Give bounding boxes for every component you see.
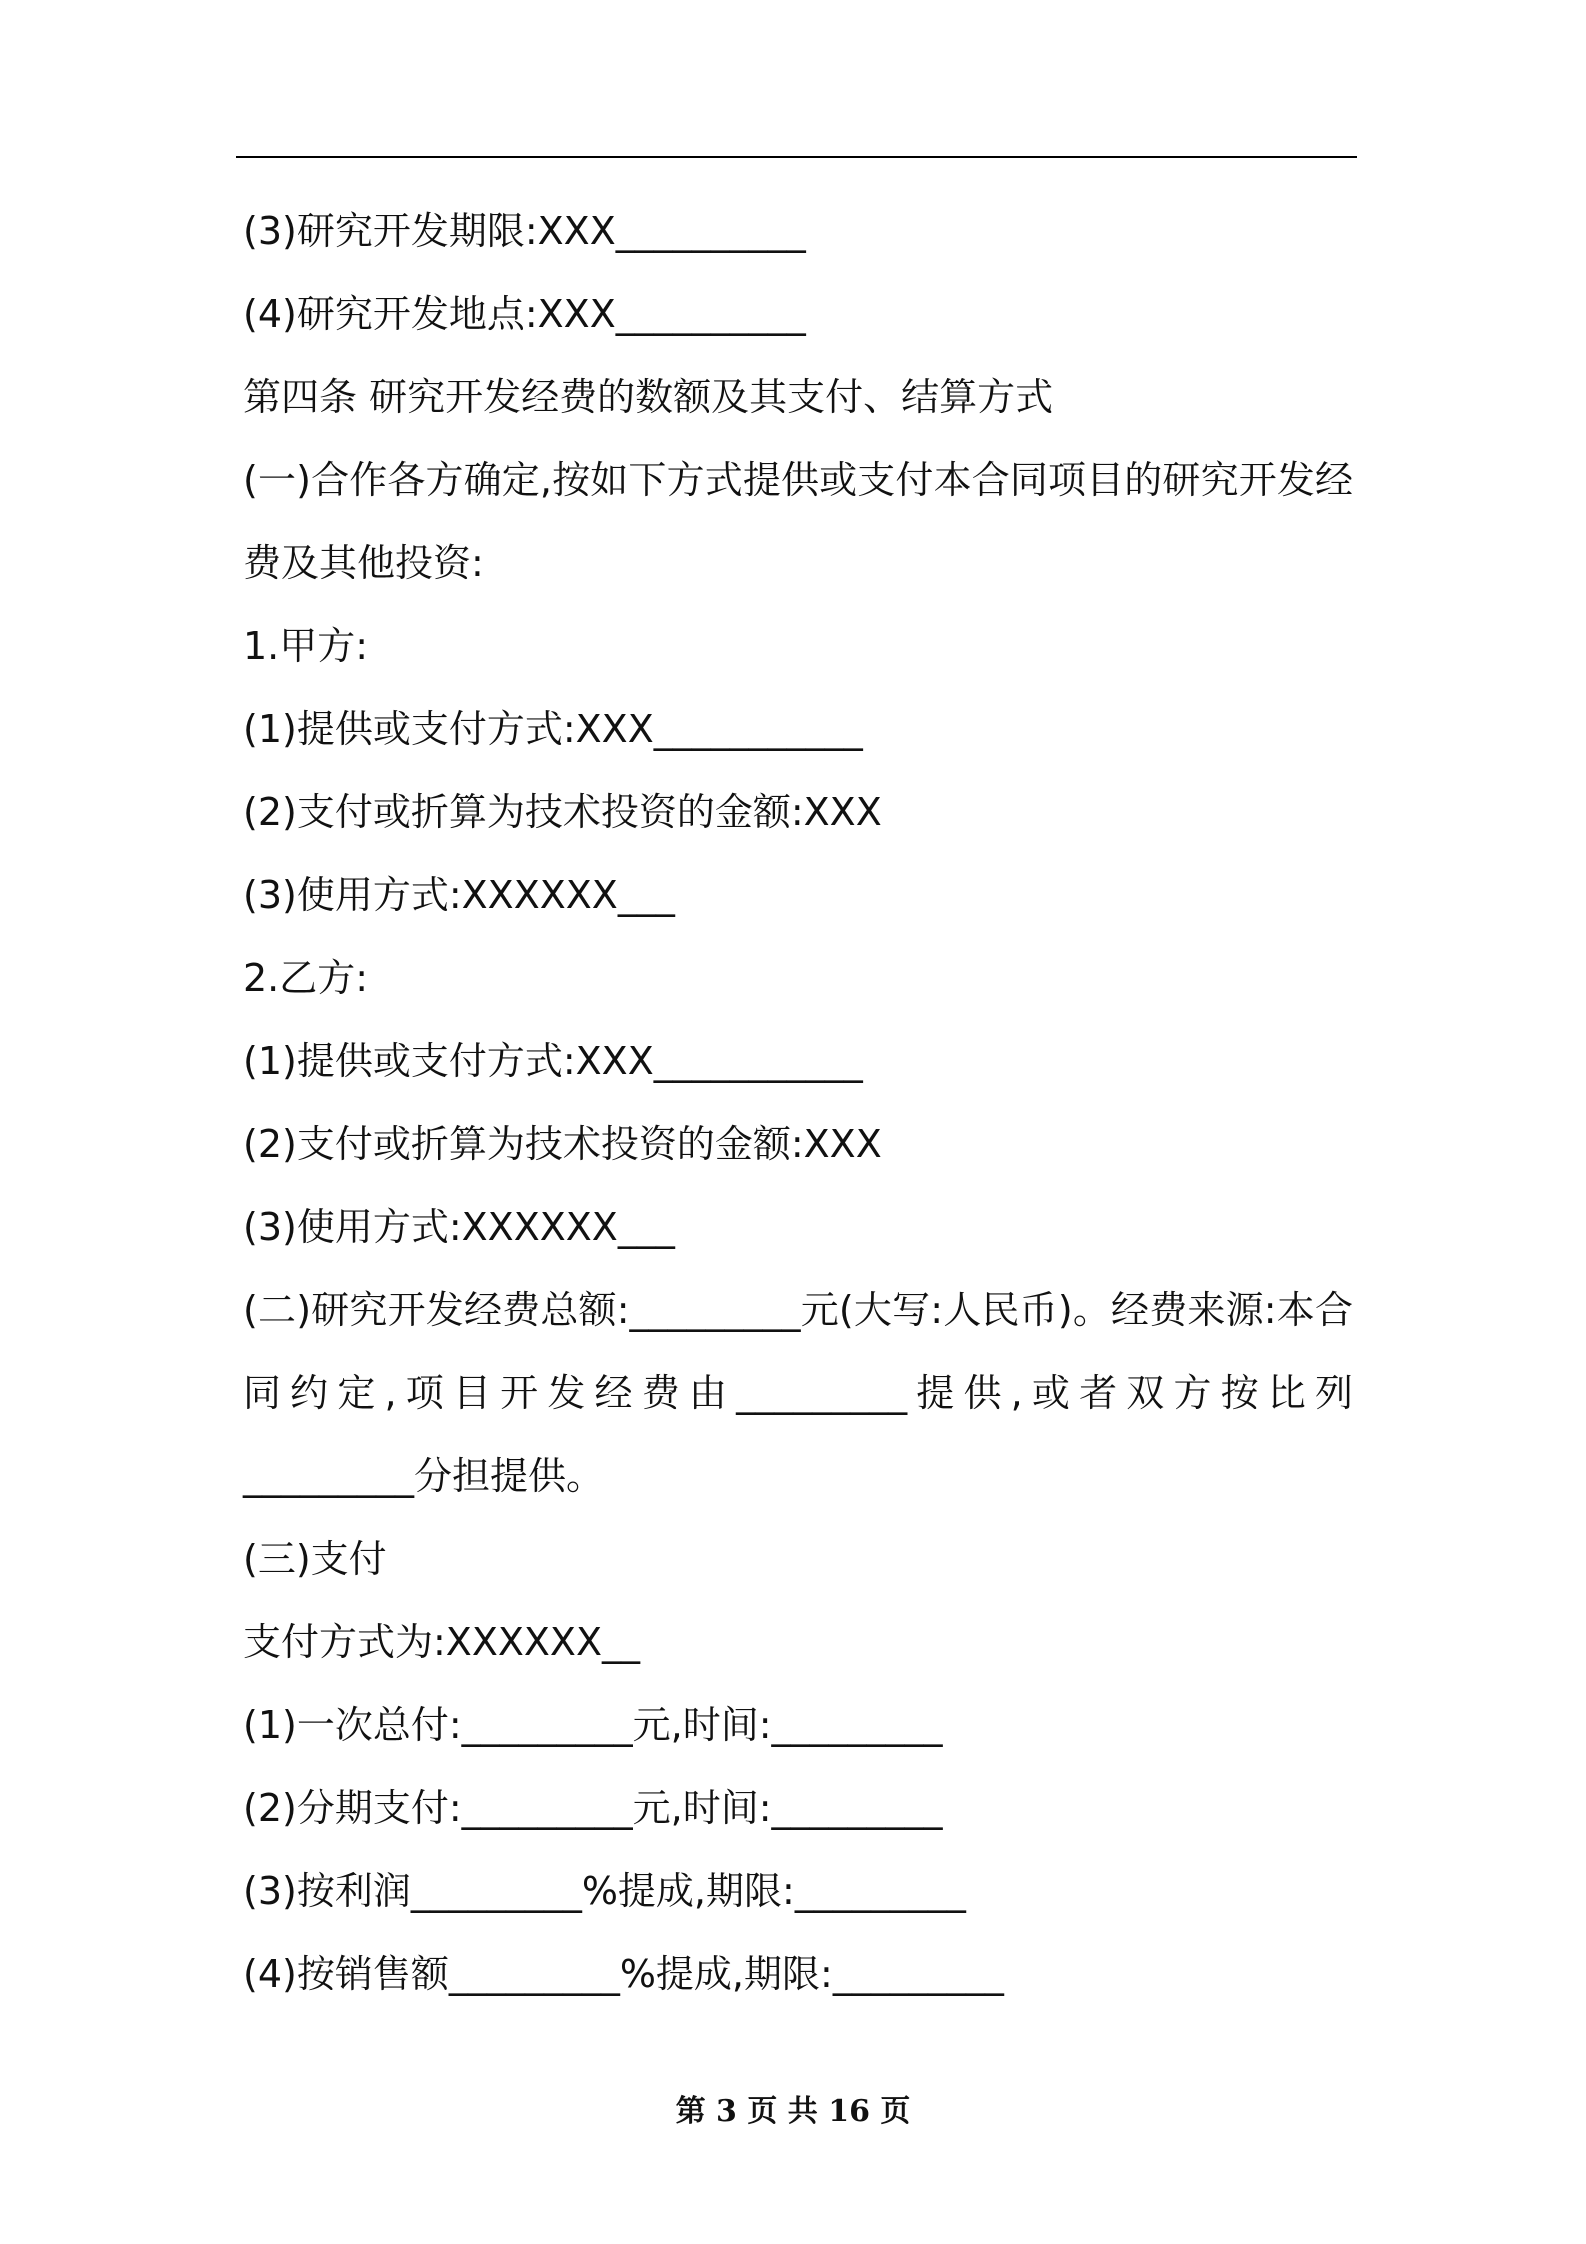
payment-section-heading: (三)支付 [243,1537,387,1581]
payment-sales-share: (4)按销售额_________%提成,期限:_________ [243,1952,1004,1996]
party-a-payment-method: (1)提供或支付方式:XXX___________ [243,707,863,751]
clause-line-funding-intro-cont: 费及其他投资: [243,541,484,585]
article-four-heading: 第四条 研究开发经费的数额及其支付、结算方式 [243,375,1054,419]
clause-line-total-funding: (二)研究开发经费总额:_________元(大写:人民币)。经费来源:本合 [243,1288,1353,1332]
party-b-heading: 2.乙方: [243,956,369,1000]
header-rule [236,156,1357,158]
payment-installments: (2)分期支付:_________元,时间:_________ [243,1786,943,1830]
party-a-investment-amount: (2)支付或折算为技术投资的金额:XXX [243,790,882,834]
payment-lump-sum: (1)一次总付:_________元,时间:_________ [243,1703,943,1747]
party-b-investment-amount: (2)支付或折算为技术投资的金额:XXX [243,1122,882,1166]
clause-line-total-funding-end: _________分担提供。 [243,1454,605,1498]
payment-method-line: 支付方式为:XXXXXX__ [243,1620,640,1664]
payment-profit-share: (3)按利润_________%提成,期限:_________ [243,1869,966,1913]
party-a-heading: 1.甲方: [243,624,369,668]
party-b-payment-method: (1)提供或支付方式:XXX___________ [243,1039,863,1083]
party-a-usage: (3)使用方式:XXXXXX___ [243,873,675,917]
clause-line-rd-period: (3)研究开发期限:XXX__________ [243,209,806,253]
page-indicator: 第 3 页 共 16 页 [675,2094,911,2129]
clause-line-rd-location: (4)研究开发地点:XXX__________ [243,292,806,336]
clause-line-funding-intro: (一)合作各方确定,按如下方式提供或支付本合同项目的研究开发经 [243,458,1353,502]
clause-line-total-funding-cont: 同约定,项目开发经费由_________提供,或者双方按比列 [243,1371,1353,1415]
party-b-usage: (3)使用方式:XXXXXX___ [243,1205,675,1249]
